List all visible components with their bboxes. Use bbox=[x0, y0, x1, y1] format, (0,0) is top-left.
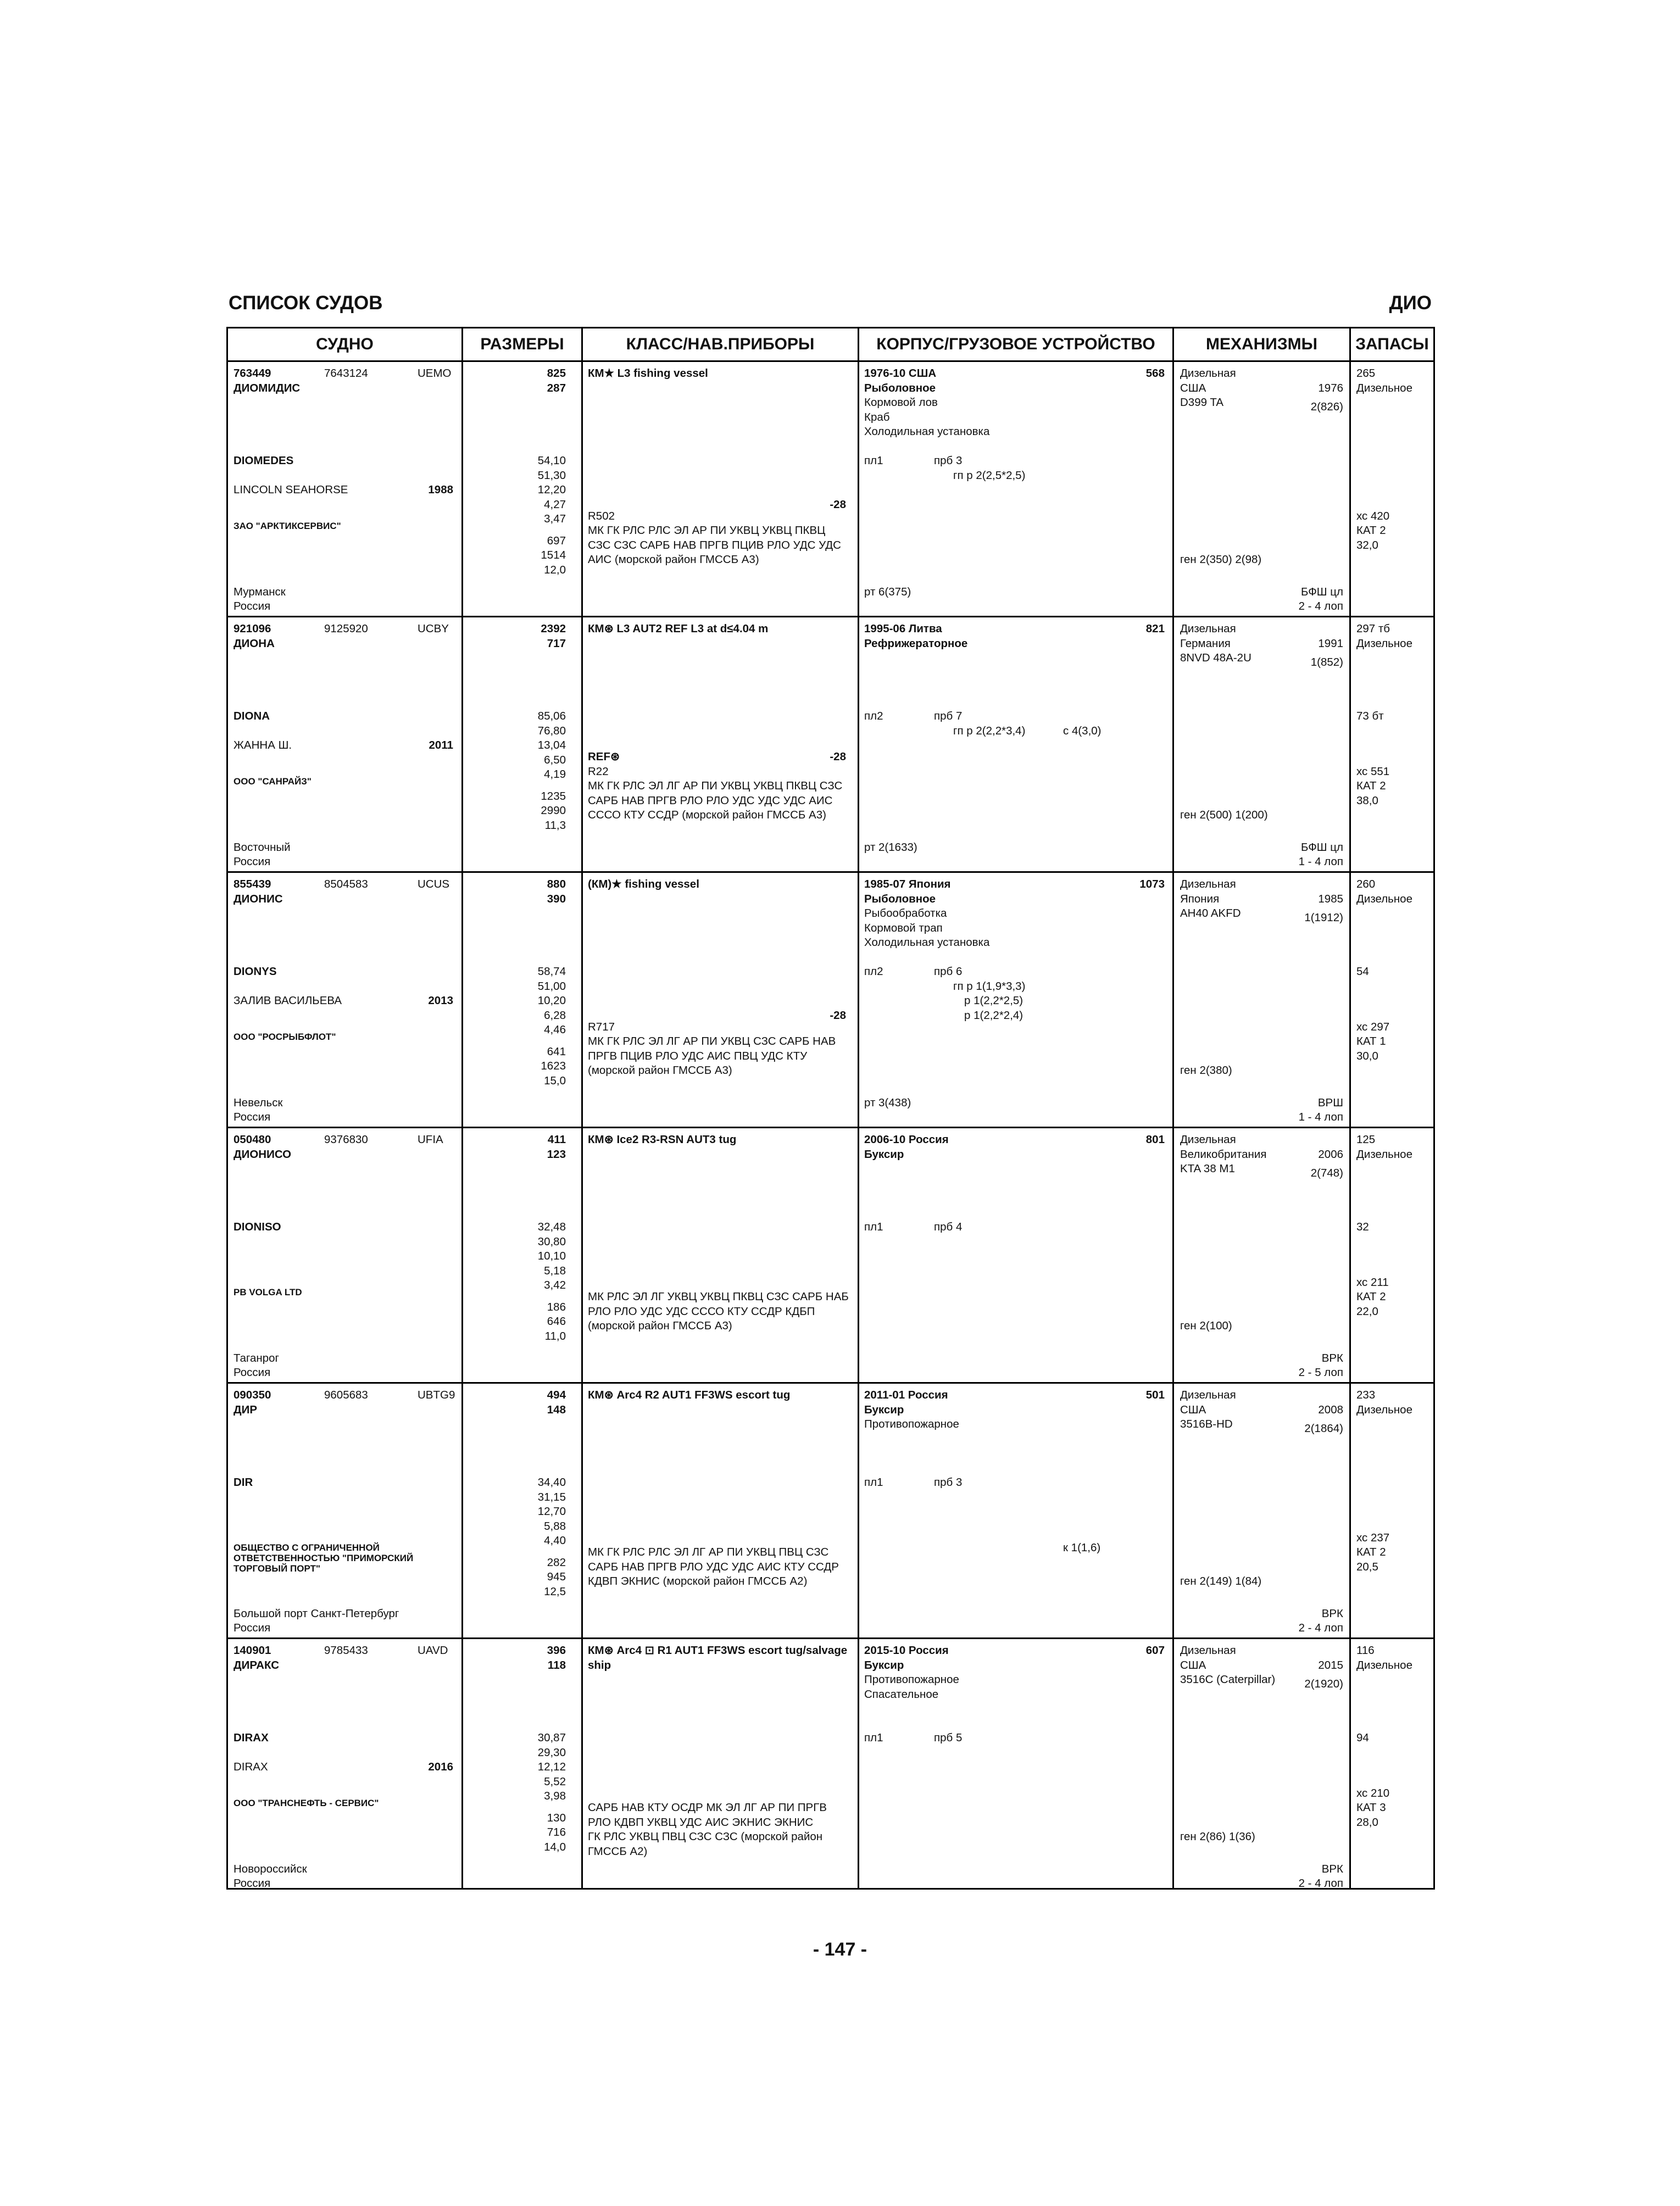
deadweight: 501 bbox=[1145, 1389, 1165, 1401]
engine-country: Германия bbox=[1180, 637, 1231, 650]
dimension-value: 54,10 bbox=[537, 454, 566, 467]
engine-model: 8NVD 48A-2U bbox=[1180, 651, 1251, 664]
nav-equipment: СССО КТУ ССДР (морской район ГМССБ А3) bbox=[588, 809, 826, 822]
dimension-value: 31,15 bbox=[537, 1490, 566, 1503]
dimension-value: 10,10 bbox=[537, 1250, 566, 1262]
nav-equipment: ГМССБ А2) bbox=[588, 1845, 648, 1858]
hull-type: Буксир bbox=[864, 1147, 904, 1161]
tonnage-value: 1623 bbox=[541, 1060, 566, 1073]
gross-tonnage: 494 bbox=[547, 1389, 566, 1401]
engine-country: Великобритания bbox=[1180, 1147, 1267, 1161]
hull-type: Рыбообработка bbox=[864, 907, 947, 920]
propeller-blades: 2 - 4 лоп bbox=[1298, 1622, 1343, 1634]
ship-reg-number: 140901 bbox=[233, 1644, 271, 1657]
engine-model: KTA 38 M1 bbox=[1180, 1162, 1235, 1175]
tonnage-value: 12,0 bbox=[544, 563, 566, 576]
section-code: ДИО bbox=[1389, 292, 1432, 314]
hull-type: Рыболовное bbox=[864, 381, 936, 394]
ship-reg-number: 050480 bbox=[233, 1133, 271, 1146]
engine-country: США bbox=[1180, 1403, 1206, 1416]
propeller-blades: 1 - 4 лоп bbox=[1298, 855, 1343, 868]
ship-country: Россия bbox=[233, 1622, 271, 1634]
deadweight: 821 bbox=[1145, 622, 1165, 635]
tonnage-value: 186 bbox=[547, 1300, 566, 1313]
crew-supply: 30,0 bbox=[1356, 1049, 1378, 1062]
fuel-type: Дизельное bbox=[1356, 892, 1412, 905]
register-code: R717 bbox=[588, 1020, 615, 1033]
ship-country: Россия bbox=[233, 1877, 271, 1890]
deadweight: 568 bbox=[1145, 367, 1165, 380]
gross-tonnage: 396 bbox=[547, 1644, 566, 1657]
ship-owner: ОБЩЕСТВО С ОГРАНИЧЕННОЙ bbox=[233, 1542, 380, 1553]
column-header-ship: СУДНО bbox=[316, 335, 374, 353]
speed: хс 420 bbox=[1356, 509, 1390, 522]
class-notation: (КМ)★ fishing vessel bbox=[588, 878, 699, 890]
ship-reg-number: 763449 bbox=[233, 367, 271, 380]
nav-equipment: РЛО РЛО УДС УДС СССО КТУ ССДР КДБП bbox=[588, 1305, 815, 1318]
ship-port: Восточный bbox=[233, 840, 291, 854]
deadweight: 607 bbox=[1145, 1644, 1165, 1657]
nav-equipment: ПРГВ ПЦИВ РЛО УДС АИС ПВЦ УДС КТУ bbox=[588, 1049, 808, 1062]
engine-power: 2(826) bbox=[1310, 400, 1343, 413]
ship-country: Россия bbox=[233, 855, 271, 868]
column-header-dimensions: РАЗМЕРЫ bbox=[480, 335, 564, 353]
class-notation: КМ★ L3 fishing vessel bbox=[588, 367, 708, 380]
hull-type: Противопожарное bbox=[864, 1418, 959, 1430]
ship-reg-number: 090350 bbox=[233, 1389, 271, 1401]
crew-supply: 22,0 bbox=[1356, 1305, 1378, 1318]
ship-owner: ООО "РОСРЫБФЛОТ" bbox=[233, 1031, 336, 1042]
ship-port: Невельск bbox=[233, 1096, 283, 1109]
nav-equipment: САРБ НАВ ПРГВ РЛО РЛО УДС УДС УДС АИС bbox=[588, 794, 833, 807]
refrigeration: рт 2(1633) bbox=[864, 840, 917, 854]
dimension-value: 10,20 bbox=[537, 994, 566, 1007]
dimension-value: 4,19 bbox=[544, 768, 566, 781]
hull-type: Рыболовное bbox=[864, 892, 936, 905]
hatch-count: прб 6 bbox=[934, 965, 963, 978]
ice-temperature: -28 bbox=[830, 750, 846, 764]
fuel-quantity: 265 bbox=[1356, 367, 1376, 380]
column-header-class: КЛАСС/НАВ.ПРИБОРЫ bbox=[626, 335, 815, 353]
page-title: СПИСОК СУДОВ bbox=[229, 292, 383, 314]
column-header-supplies: ЗАПАСЫ bbox=[1355, 335, 1429, 353]
nav-equipment: (морской район ГМССБ А3) bbox=[588, 1319, 732, 1333]
ship-former-year: 1988 bbox=[428, 483, 453, 496]
category: КАТ 2 bbox=[1356, 1546, 1386, 1559]
fuel-type: Дизельное bbox=[1356, 1147, 1412, 1161]
net-tonnage: 148 bbox=[547, 1403, 566, 1416]
ship-name-en: DIONA bbox=[233, 710, 270, 722]
engine-model: AH40 AKFD bbox=[1180, 907, 1241, 920]
hatch-count: прб 5 bbox=[934, 1731, 963, 1744]
hull-type: Рефрижераторное bbox=[864, 637, 968, 650]
ship-imo: 7643124 bbox=[324, 367, 368, 380]
nav-equipment: МК РЛС ЭЛ ЛГ УКВЦ УКВЦ ПКВЦ СЗС САРБ НАБ bbox=[588, 1290, 849, 1303]
dimension-value: 51,00 bbox=[537, 979, 566, 993]
ship-callsign: UBTG9 bbox=[418, 1389, 455, 1401]
propeller-blades: 1 - 4 лоп bbox=[1298, 1111, 1343, 1123]
cranes: гп р 2(2,2*3,4) bbox=[953, 724, 1026, 737]
hull-type: Спасательное bbox=[864, 1687, 939, 1701]
propeller: ВРК bbox=[1321, 1862, 1343, 1875]
engine-type: Дизельная bbox=[1180, 1133, 1236, 1146]
ship-owner: ОТВЕТСТВЕННОСТЬЮ "ПРИМОРСКИЙ bbox=[233, 1552, 414, 1563]
generators: ген 2(380) bbox=[1180, 1064, 1232, 1077]
engine-power: 2(748) bbox=[1310, 1166, 1343, 1179]
ship-country: Россия bbox=[233, 1111, 271, 1123]
nav-equipment: СЗС СЗС САРБ НАВ ПРГВ ПЦИВ РЛО УДС УДС bbox=[588, 538, 841, 552]
ship-former-name: DIRAX bbox=[233, 1761, 268, 1773]
table-header bbox=[228, 328, 1433, 362]
nav-equipment: МК ГК РЛС РЛС ЭЛ АР ПИ УКВЦ УКВЦ ПКВЦ bbox=[588, 524, 826, 537]
ship-callsign: UAVD bbox=[418, 1644, 448, 1657]
deck-count: пл2 bbox=[864, 710, 883, 722]
ship-owner: ООО "ТРАНСНЕФТЬ - СЕРВИС" bbox=[233, 1797, 379, 1808]
ship-name-en: DIR bbox=[233, 1476, 253, 1489]
nav-equipment: ГК РЛС УКВЦ ПВЦ СЗС СЗС (морской район bbox=[588, 1830, 823, 1843]
generators: ген 2(86) 1(36) bbox=[1180, 1830, 1255, 1843]
dimension-value: 12,20 bbox=[537, 483, 566, 496]
fuel-type: Дизельное bbox=[1356, 1658, 1412, 1672]
crew-supply: 38,0 bbox=[1356, 794, 1378, 807]
engine-power: 1(852) bbox=[1310, 655, 1343, 669]
ship-record bbox=[228, 1384, 1433, 1637]
propeller-blades: 2 - 4 лоп bbox=[1298, 1877, 1343, 1890]
nav-equipment: МК ГК РЛС ЭЛ ЛГ АР ПИ УКВЦ СЗС САРБ НАВ bbox=[588, 1035, 836, 1048]
propeller: БФШ цл bbox=[1301, 585, 1343, 598]
hatch-count: прб 4 bbox=[934, 1221, 963, 1233]
class-notation: КМ⊛ Ice2 R3-RSN AUT3 tug bbox=[588, 1133, 737, 1146]
engine-type: Дизельная bbox=[1180, 367, 1236, 380]
hatch-count: прб 3 bbox=[934, 454, 963, 467]
ship-record bbox=[228, 362, 1433, 616]
ship-name-ru: ДИОМИДИС bbox=[233, 381, 301, 394]
fuel-quantity: 297 тб bbox=[1356, 622, 1390, 635]
crew-supply: 28,0 bbox=[1356, 1815, 1378, 1829]
ship-former-name: ЖАННА Ш. bbox=[233, 739, 292, 751]
generators: ген 2(500) 1(200) bbox=[1180, 809, 1268, 822]
generators: ген 2(350) 2(98) bbox=[1180, 553, 1262, 566]
dimension-value: 5,88 bbox=[544, 1519, 566, 1533]
refrigeration: рт 6(375) bbox=[864, 585, 911, 598]
tonnage-value: 646 bbox=[547, 1315, 566, 1328]
ship-port: Новороссийск bbox=[233, 1862, 307, 1875]
ship-name-ru: ДИРАКС bbox=[233, 1658, 280, 1672]
deck-count: пл2 bbox=[864, 965, 883, 978]
extra-gear: с 4(3,0) bbox=[1063, 724, 1102, 737]
engine-country: Япония bbox=[1180, 892, 1220, 905]
net-tonnage: 123 bbox=[547, 1147, 566, 1161]
ship-callsign: UCUS bbox=[418, 878, 450, 890]
crew-supply: 20,5 bbox=[1356, 1560, 1378, 1573]
nav-equipment: (морской район ГМССБ А3) bbox=[588, 1064, 732, 1077]
ship-port: Таганрог bbox=[233, 1351, 280, 1364]
ship-former-year: 2011 bbox=[429, 739, 453, 751]
nav-equipment: САРБ НАВ ПРГВ РЛО УДС УДС АИС КТУ ССДР bbox=[588, 1560, 839, 1573]
crew-supply: 32,0 bbox=[1356, 538, 1378, 552]
fuel-quantity: 116 bbox=[1356, 1644, 1375, 1657]
dimension-value: 76,80 bbox=[537, 724, 566, 737]
fuel-quantity: 260 bbox=[1356, 878, 1376, 890]
ship-name-ru: ДИОНИСО bbox=[233, 1147, 292, 1161]
engine-power: 2(1920) bbox=[1304, 1677, 1343, 1690]
ship-reg-number: 921096 bbox=[233, 622, 271, 635]
speed: хс 237 bbox=[1356, 1531, 1390, 1544]
gross-tonnage: 2392 bbox=[541, 622, 566, 635]
build-year-country: 1976-10 США bbox=[864, 367, 937, 380]
water-supply: 94 bbox=[1356, 1731, 1369, 1744]
water-supply: 54 bbox=[1356, 965, 1369, 978]
ice-temperature: -28 bbox=[830, 498, 846, 511]
ship-former-year: 2013 bbox=[428, 994, 453, 1007]
register-code: R502 bbox=[588, 509, 615, 522]
nav-equipment: АИС (морской район ГМССБ А3) bbox=[588, 553, 759, 566]
dimension-value: 12,70 bbox=[537, 1505, 566, 1518]
engine-country: США bbox=[1180, 1658, 1206, 1672]
hull-type: Холодильная установка bbox=[864, 936, 990, 949]
hull-type: Буксир bbox=[864, 1658, 904, 1672]
ship-imo: 8504583 bbox=[324, 878, 368, 890]
ship-imo: 9785433 bbox=[324, 1644, 368, 1657]
dimension-value: 29,30 bbox=[537, 1746, 566, 1759]
ship-record bbox=[228, 873, 1433, 1127]
dimension-value: 34,40 bbox=[537, 1476, 566, 1489]
page-number: - 147 - bbox=[813, 1939, 867, 1960]
dimension-value: 32,48 bbox=[537, 1221, 566, 1233]
dimension-value: 30,87 bbox=[537, 1731, 566, 1744]
propeller: ВРК bbox=[1321, 1351, 1343, 1364]
dimension-value: 12,12 bbox=[537, 1761, 566, 1773]
category: КАТ 2 bbox=[1356, 524, 1386, 537]
column-header-machinery: МЕХАНИЗМЫ bbox=[1205, 335, 1318, 353]
deck-count: пл1 bbox=[864, 1731, 883, 1744]
engine-model: 3516B-HD bbox=[1180, 1418, 1233, 1430]
speed: хс 210 bbox=[1356, 1786, 1390, 1800]
speed: хс 297 bbox=[1356, 1020, 1390, 1033]
ship-port: Мурманск bbox=[233, 585, 286, 598]
ship-callsign: UEMO bbox=[418, 367, 452, 380]
propeller-blades: 2 - 5 лоп bbox=[1298, 1366, 1343, 1379]
ship-imo: 9605683 bbox=[324, 1389, 368, 1401]
dimension-value: 4,27 bbox=[544, 498, 566, 511]
net-tonnage: 118 bbox=[547, 1658, 566, 1672]
tonnage-value: 1514 bbox=[541, 549, 566, 562]
deck-count: пл1 bbox=[864, 1221, 883, 1233]
engine-year: 1991 bbox=[1318, 637, 1343, 650]
ship-country: Россия bbox=[233, 1366, 271, 1379]
ship-record bbox=[228, 617, 1433, 871]
tonnage-value: 11,0 bbox=[544, 1329, 566, 1342]
deck-count: пл1 bbox=[864, 1476, 883, 1489]
dimension-value: 4,40 bbox=[544, 1534, 566, 1547]
propeller: ВРК bbox=[1321, 1607, 1343, 1620]
dimension-value: 4,46 bbox=[544, 1023, 566, 1036]
ship-name-ru: ДИОНИС bbox=[233, 892, 283, 905]
dimension-value: 5,18 bbox=[544, 1264, 566, 1277]
column-header-hull: КОРПУС/ГРУЗОВОЕ УСТРОЙСТВО bbox=[876, 335, 1155, 353]
engine-type: Дизельная bbox=[1180, 622, 1236, 635]
ship-port: Большой порт Санкт-Петербург bbox=[233, 1607, 399, 1620]
build-year-country: 2011-01 Россия bbox=[864, 1389, 948, 1401]
nav-equipment: КДВП ЭКНИС (морской район ГМССБ А2) bbox=[588, 1575, 808, 1588]
class-notation: КМ⊛ Arc4 ⊡ R1 AUT1 FF3WS escort tug/salvage bbox=[588, 1644, 848, 1657]
gross-tonnage: 825 bbox=[547, 367, 566, 380]
hull-type: Буксир bbox=[864, 1403, 904, 1416]
nav-equipment: МК ГК РЛС РЛС ЭЛ ЛГ АР ПИ УКВЦ ПВЦ СЗС bbox=[588, 1546, 829, 1559]
propeller: БФШ цл bbox=[1301, 840, 1343, 854]
nav-equipment: САРБ НАВ КТУ ОСДР МК ЭЛ ЛГ АР ПИ ПРГВ bbox=[588, 1801, 827, 1814]
ship-country: Россия bbox=[233, 600, 271, 612]
hull-type: Кормовой трап bbox=[864, 921, 943, 934]
fuel-type: Дизельное bbox=[1356, 1403, 1412, 1416]
tonnage-value: 282 bbox=[547, 1556, 566, 1569]
class-notation: КМ⊛ L3 AUT2 REF L3 at d≤4.04 m bbox=[588, 622, 769, 635]
tonnage-value: 15,0 bbox=[544, 1074, 566, 1087]
refrigeration: рт 3(438) bbox=[864, 1096, 911, 1109]
dimension-value: 3,98 bbox=[544, 1790, 566, 1802]
hull-type: Кормовой лов bbox=[864, 396, 938, 409]
hull-type: Краб bbox=[864, 410, 890, 424]
net-tonnage: 390 bbox=[547, 892, 566, 905]
deck-count: пл1 bbox=[864, 454, 883, 467]
gross-tonnage: 411 bbox=[547, 1133, 566, 1146]
ship-owner: ООО "САНРАЙЗ" bbox=[233, 776, 311, 787]
dimension-value: 6,50 bbox=[544, 753, 566, 766]
ship-imo: 9125920 bbox=[324, 622, 368, 635]
tonnage-value: 12,5 bbox=[544, 1585, 566, 1598]
engine-power: 1(1912) bbox=[1304, 911, 1343, 924]
hatch-count: прб 7 bbox=[934, 710, 963, 722]
ship-name-en: DIONISO bbox=[233, 1221, 281, 1233]
deadweight: 801 bbox=[1145, 1133, 1165, 1146]
dimension-value: 85,06 bbox=[537, 710, 566, 722]
cranes: р 1(2,2*2,4) bbox=[964, 1009, 1023, 1022]
ship-name-en: DIRAX bbox=[233, 1731, 269, 1744]
fuel-quantity: 125 bbox=[1356, 1133, 1376, 1146]
nav-equipment: МК ГК РЛС ЭЛ ЛГ АР ПИ УКВЦ УКВЦ ПКВЦ СЗС bbox=[588, 779, 843, 793]
engine-power: 2(1864) bbox=[1304, 1422, 1343, 1435]
engine-type: Дизельная bbox=[1180, 1389, 1236, 1401]
hatch-count: прб 3 bbox=[934, 1476, 963, 1489]
generators: ген 2(100) bbox=[1180, 1319, 1232, 1333]
register-code: R22 bbox=[588, 765, 609, 778]
ship-former-name: ЗАЛИВ ВАСИЛЬЕВА bbox=[233, 994, 342, 1007]
ship-table bbox=[226, 327, 1435, 1890]
ship-record bbox=[228, 1639, 1433, 1893]
propeller-blades: 2 - 4 лоп bbox=[1298, 600, 1343, 612]
propeller: ВРШ bbox=[1317, 1096, 1343, 1109]
dimension-value: 51,30 bbox=[537, 469, 566, 482]
nav-equipment: РЛО КДВП УКВЦ УДС АИС ЭКНИС ЭКНИС bbox=[588, 1815, 814, 1829]
dimension-value: 13,04 bbox=[537, 739, 566, 751]
build-year-country: 2015-10 Россия bbox=[864, 1644, 949, 1657]
ship-callsign: UFIA bbox=[418, 1133, 443, 1146]
category: КАТ 1 bbox=[1356, 1035, 1386, 1048]
tonnage-value: 716 bbox=[547, 1826, 566, 1839]
engine-year: 2008 bbox=[1318, 1403, 1343, 1416]
generators: ген 2(149) 1(84) bbox=[1180, 1575, 1262, 1588]
ship-owner: ЗАО "АРКТИКСЕРВИС" bbox=[233, 520, 341, 531]
ice-temperature: -28 bbox=[830, 1009, 846, 1022]
tonnage-value: 1235 bbox=[541, 789, 566, 803]
ship-record bbox=[228, 1128, 1433, 1382]
engine-type: Дизельная bbox=[1180, 1644, 1236, 1657]
ship-owner: ТОРГОВЫЙ ПОРТ" bbox=[233, 1563, 321, 1574]
tonnage-value: 641 bbox=[547, 1045, 566, 1058]
ship-name-en: DIONYS bbox=[233, 965, 277, 978]
category: КАТ 2 bbox=[1356, 779, 1386, 793]
tonnage-value: 697 bbox=[547, 534, 566, 547]
gross-tonnage: 880 bbox=[547, 878, 566, 890]
ship-name-ru: ДИР bbox=[233, 1403, 258, 1416]
hull-type: Холодильная установка bbox=[864, 425, 990, 438]
engine-year: 1976 bbox=[1318, 381, 1343, 394]
engine-year: 1985 bbox=[1318, 892, 1343, 905]
build-year-country: 1995-06 Литва bbox=[864, 622, 942, 635]
ship-callsign: UCBY bbox=[418, 622, 449, 635]
speed: хс 551 bbox=[1356, 765, 1390, 778]
water-supply: 32 bbox=[1356, 1221, 1369, 1233]
engine-model: D399 TA bbox=[1180, 396, 1224, 409]
ship-reg-number: 855439 bbox=[233, 878, 271, 890]
engine-country: США bbox=[1180, 381, 1206, 394]
water-supply: 73 бт bbox=[1356, 710, 1384, 722]
engine-year: 2015 bbox=[1318, 1658, 1343, 1672]
ship-imo: 9376830 bbox=[324, 1133, 368, 1146]
fuel-quantity: 233 bbox=[1356, 1389, 1376, 1401]
ref-mark: REF⊛ bbox=[588, 750, 620, 764]
tonnage-value: 2990 bbox=[541, 804, 566, 817]
speed: хс 211 bbox=[1356, 1275, 1389, 1289]
build-year-country: 1985-07 Япония bbox=[864, 878, 951, 890]
category: КАТ 3 bbox=[1356, 1801, 1386, 1814]
fuel-type: Дизельное bbox=[1356, 381, 1412, 394]
cranes: гп р 2(2,5*2,5) bbox=[953, 469, 1026, 482]
ship-name-ru: ДИОНА bbox=[233, 637, 275, 650]
net-tonnage: 717 bbox=[547, 637, 566, 650]
dimension-value: 3,47 bbox=[544, 512, 566, 525]
ship-former-year: 2016 bbox=[428, 1761, 453, 1773]
engine-year: 2006 bbox=[1318, 1147, 1343, 1161]
net-tonnage: 287 bbox=[547, 381, 566, 394]
class-notation-cont: ship bbox=[588, 1658, 611, 1672]
dimension-value: 30,80 bbox=[537, 1235, 566, 1248]
tonnage-value: 11,3 bbox=[544, 818, 566, 832]
ship-former-name: LINCOLN SEAHORSE bbox=[233, 483, 348, 496]
tonnage-value: 130 bbox=[547, 1811, 566, 1824]
cranes: р 1(2,2*2,5) bbox=[964, 994, 1023, 1007]
dimension-value: 5,52 bbox=[544, 1775, 566, 1788]
tonnage-value: 945 bbox=[547, 1570, 566, 1584]
class-notation: КМ⊛ Arc4 R2 AUT1 FF3WS escort tug bbox=[588, 1389, 791, 1401]
ship-name-en: DIOMEDES bbox=[233, 454, 294, 467]
cranes: гп р 1(1,9*3,3) bbox=[953, 979, 1026, 993]
tonnage-value: 14,0 bbox=[544, 1840, 566, 1853]
dimension-value: 6,28 bbox=[544, 1009, 566, 1022]
category: КАТ 2 bbox=[1356, 1290, 1386, 1303]
dimension-value: 58,74 bbox=[537, 965, 566, 978]
extra-gear: к 1(1,6) bbox=[1063, 1541, 1101, 1555]
engine-type: Дизельная bbox=[1180, 878, 1236, 890]
hull-type: Противопожарное bbox=[864, 1673, 959, 1686]
dimension-value: 3,42 bbox=[544, 1279, 566, 1291]
fuel-type: Дизельное bbox=[1356, 637, 1412, 650]
deadweight: 1073 bbox=[1139, 878, 1165, 890]
build-year-country: 2006-10 Россия bbox=[864, 1133, 949, 1146]
ship-owner: PB VOLGA LTD bbox=[233, 1286, 302, 1297]
engine-model: 3516C (Caterpillar) bbox=[1180, 1673, 1276, 1686]
